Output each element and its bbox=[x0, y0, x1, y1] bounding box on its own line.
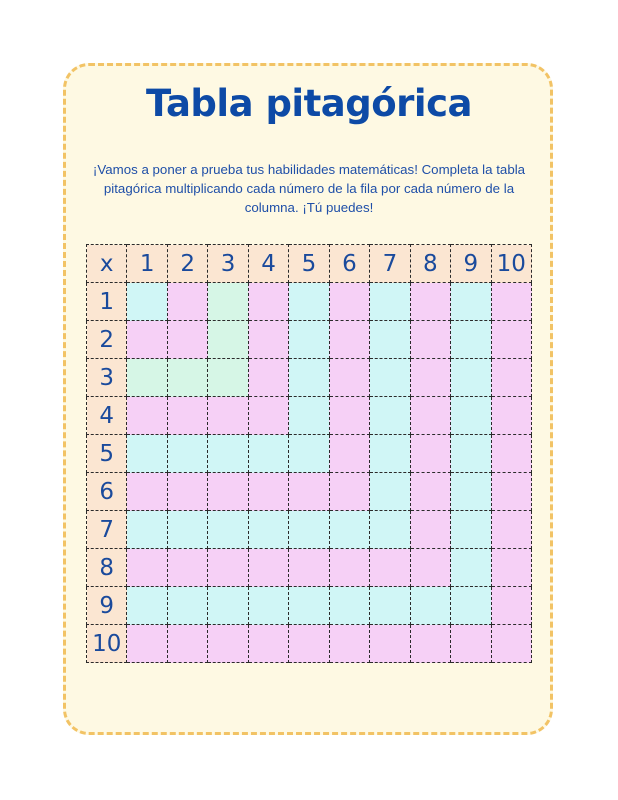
answer-cell[interactable] bbox=[208, 587, 248, 625]
answer-cell[interactable] bbox=[248, 321, 288, 359]
answer-cell[interactable] bbox=[127, 283, 167, 321]
answer-cell[interactable] bbox=[451, 397, 491, 435]
column-header-1: 1 bbox=[127, 245, 167, 283]
row-header-6: 6 bbox=[87, 473, 127, 511]
table-row bbox=[87, 473, 532, 511]
column-header-9: 9 bbox=[451, 245, 491, 283]
answer-cell[interactable] bbox=[127, 359, 167, 397]
answer-cell[interactable] bbox=[289, 359, 329, 397]
table-row bbox=[87, 587, 532, 625]
answer-cell[interactable] bbox=[491, 359, 531, 397]
answer-cell[interactable] bbox=[289, 397, 329, 435]
answer-cell[interactable] bbox=[370, 587, 410, 625]
answer-cell[interactable] bbox=[208, 625, 248, 663]
column-header-3: 3 bbox=[208, 245, 248, 283]
multiplication-table bbox=[86, 244, 532, 663]
answer-cell[interactable] bbox=[289, 435, 329, 473]
answer-cell[interactable] bbox=[451, 511, 491, 549]
table-row bbox=[87, 359, 532, 397]
table-row bbox=[87, 397, 532, 435]
answer-cell[interactable] bbox=[370, 625, 410, 663]
answer-cell[interactable] bbox=[491, 473, 531, 511]
answer-cell[interactable] bbox=[451, 587, 491, 625]
answer-cell[interactable] bbox=[208, 473, 248, 511]
answer-cell[interactable] bbox=[410, 283, 450, 321]
answer-cell[interactable] bbox=[208, 283, 248, 321]
answer-cell[interactable] bbox=[370, 549, 410, 587]
answer-cell[interactable] bbox=[167, 435, 207, 473]
row-header-4: 4 bbox=[87, 397, 127, 435]
answer-cell[interactable] bbox=[370, 359, 410, 397]
answer-cell[interactable] bbox=[167, 283, 207, 321]
row-header-7: 7 bbox=[87, 511, 127, 549]
column-header-7: 7 bbox=[370, 245, 410, 283]
table-row bbox=[87, 321, 532, 359]
answer-cell[interactable] bbox=[248, 473, 288, 511]
answer-cell[interactable] bbox=[410, 587, 450, 625]
answer-cell[interactable] bbox=[329, 359, 369, 397]
answer-cell[interactable] bbox=[127, 473, 167, 511]
column-header-8: 8 bbox=[410, 245, 450, 283]
answer-cell[interactable] bbox=[410, 321, 450, 359]
answer-cell[interactable] bbox=[289, 321, 329, 359]
answer-cell[interactable] bbox=[451, 321, 491, 359]
table-header-row bbox=[87, 245, 532, 283]
answer-cell[interactable] bbox=[248, 549, 288, 587]
answer-cell[interactable] bbox=[370, 511, 410, 549]
answer-cell[interactable] bbox=[208, 435, 248, 473]
table-row bbox=[87, 435, 532, 473]
row-header-3: 3 bbox=[87, 359, 127, 397]
answer-cell[interactable] bbox=[208, 397, 248, 435]
answer-cell[interactable] bbox=[329, 435, 369, 473]
answer-cell[interactable] bbox=[208, 321, 248, 359]
answer-cell[interactable] bbox=[329, 625, 369, 663]
answer-cell[interactable] bbox=[329, 511, 369, 549]
answer-cell[interactable] bbox=[289, 473, 329, 511]
answer-cell[interactable] bbox=[289, 283, 329, 321]
answer-cell[interactable] bbox=[329, 283, 369, 321]
answer-cell[interactable] bbox=[451, 435, 491, 473]
answer-cell[interactable] bbox=[289, 549, 329, 587]
answer-cell[interactable] bbox=[370, 283, 410, 321]
table-corner-cell: x bbox=[87, 245, 127, 283]
answer-cell[interactable] bbox=[248, 435, 288, 473]
answer-cell[interactable] bbox=[248, 511, 288, 549]
answer-cell[interactable] bbox=[167, 625, 207, 663]
answer-cell[interactable] bbox=[167, 511, 207, 549]
answer-cell[interactable] bbox=[127, 435, 167, 473]
answer-cell[interactable] bbox=[248, 587, 288, 625]
answer-cell[interactable] bbox=[167, 359, 207, 397]
answer-cell[interactable] bbox=[491, 549, 531, 587]
column-header-2: 2 bbox=[167, 245, 207, 283]
answer-cell[interactable] bbox=[370, 473, 410, 511]
answer-cell[interactable] bbox=[329, 321, 369, 359]
instructions-text: ¡Vamos a poner a prueba tus habilidades matemáticas! Completa la tabla pitagórica multiplicando cada número de la fila por cada número de la columna. ¡Tú puedes! bbox=[92, 162, 526, 215]
answer-cell[interactable] bbox=[208, 549, 248, 587]
answer-cell[interactable] bbox=[329, 587, 369, 625]
answer-cell[interactable] bbox=[289, 625, 329, 663]
row-header-5: 5 bbox=[87, 435, 127, 473]
answer-cell[interactable] bbox=[491, 435, 531, 473]
answer-cell[interactable] bbox=[451, 625, 491, 663]
column-header-5: 5 bbox=[289, 245, 329, 283]
answer-cell[interactable] bbox=[167, 473, 207, 511]
answer-cell[interactable] bbox=[127, 549, 167, 587]
answer-cell[interactable] bbox=[127, 587, 167, 625]
answer-cell[interactable] bbox=[208, 511, 248, 549]
answer-cell[interactable] bbox=[410, 359, 450, 397]
answer-cell[interactable] bbox=[451, 359, 491, 397]
answer-cell[interactable] bbox=[248, 397, 288, 435]
answer-cell[interactable] bbox=[491, 283, 531, 321]
answer-cell[interactable] bbox=[451, 283, 491, 321]
answer-cell[interactable] bbox=[491, 321, 531, 359]
answer-cell[interactable] bbox=[491, 511, 531, 549]
answer-cell[interactable] bbox=[491, 587, 531, 625]
answer-cell[interactable] bbox=[167, 321, 207, 359]
answer-cell[interactable] bbox=[491, 625, 531, 663]
row-header-9: 9 bbox=[87, 587, 127, 625]
table-row bbox=[87, 283, 532, 321]
answer-cell[interactable] bbox=[329, 473, 369, 511]
answer-cell[interactable] bbox=[127, 511, 167, 549]
answer-cell[interactable] bbox=[370, 397, 410, 435]
answer-cell[interactable] bbox=[451, 549, 491, 587]
column-header-6: 6 bbox=[329, 245, 369, 283]
answer-cell[interactable] bbox=[127, 321, 167, 359]
answer-cell[interactable] bbox=[370, 321, 410, 359]
answer-cell[interactable] bbox=[167, 397, 207, 435]
table-row bbox=[87, 511, 532, 549]
answer-cell[interactable] bbox=[167, 587, 207, 625]
answer-cell[interactable] bbox=[329, 549, 369, 587]
answer-cell[interactable] bbox=[289, 587, 329, 625]
page-title: Tabla pitagórica bbox=[145, 82, 472, 125]
answer-cell[interactable] bbox=[127, 397, 167, 435]
answer-cell[interactable] bbox=[248, 283, 288, 321]
answer-cell[interactable] bbox=[248, 359, 288, 397]
answer-cell[interactable] bbox=[410, 511, 450, 549]
row-header-10: 10 bbox=[87, 625, 127, 663]
answer-cell[interactable] bbox=[370, 435, 410, 473]
answer-cell[interactable] bbox=[167, 549, 207, 587]
answer-cell[interactable] bbox=[127, 625, 167, 663]
row-header-1: 1 bbox=[87, 283, 127, 321]
table-row bbox=[87, 625, 532, 663]
answer-cell[interactable] bbox=[410, 435, 450, 473]
answer-cell[interactable] bbox=[329, 397, 369, 435]
answer-cell[interactable] bbox=[208, 359, 248, 397]
answer-cell[interactable] bbox=[410, 549, 450, 587]
row-header-2: 2 bbox=[87, 321, 127, 359]
column-header-10: 10 bbox=[491, 245, 531, 283]
answer-cell[interactable] bbox=[410, 625, 450, 663]
table-row bbox=[87, 549, 532, 587]
answer-cell[interactable] bbox=[410, 397, 450, 435]
column-header-4: 4 bbox=[248, 245, 288, 283]
answer-cell[interactable] bbox=[289, 511, 329, 549]
answer-cell[interactable] bbox=[491, 397, 531, 435]
answer-cell[interactable] bbox=[248, 625, 288, 663]
answer-cell[interactable] bbox=[410, 473, 450, 511]
answer-cell[interactable] bbox=[451, 473, 491, 511]
row-header-8: 8 bbox=[87, 549, 127, 587]
